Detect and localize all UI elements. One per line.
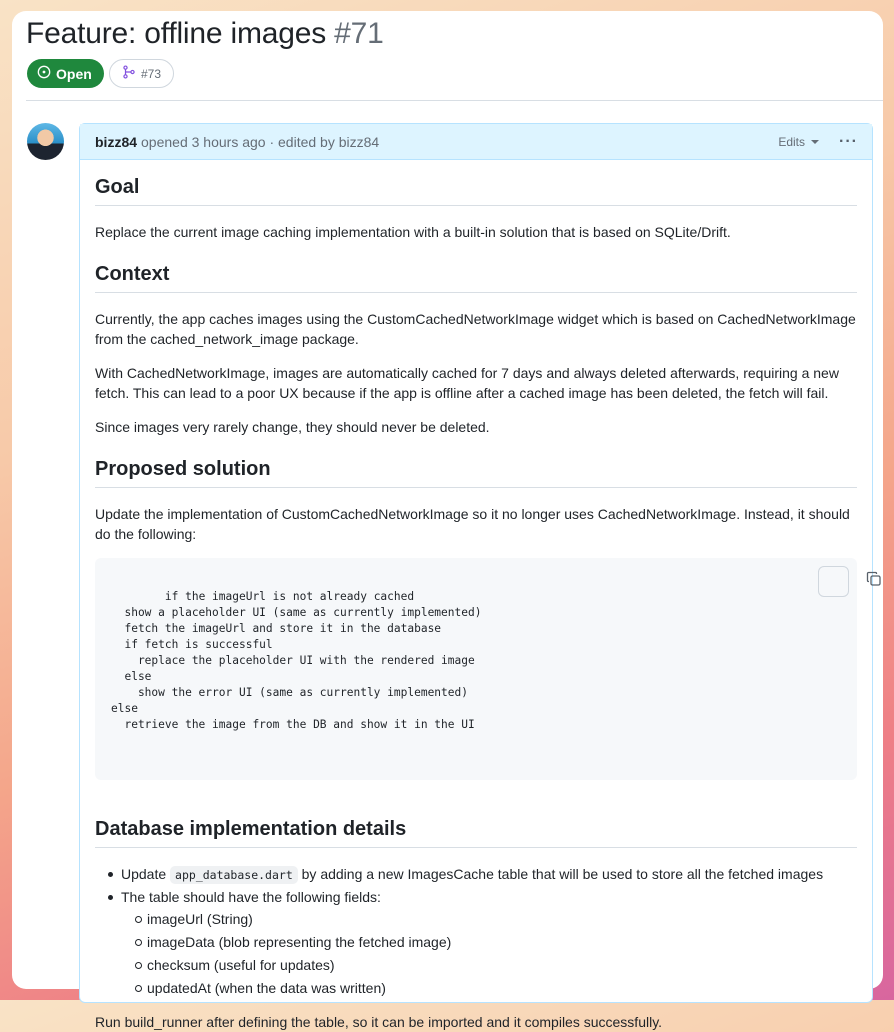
field-item: imageData (blob representing the fetched image) — [121, 932, 857, 952]
issue-card — [12, 11, 883, 1030]
field-item: updatedAt (when the data was written) — [121, 978, 857, 998]
status-badge — [27, 59, 104, 88]
code-content: if the imageUrl is not already cached show a placeholder UI (same as currently implemented) fetch the imageUrl and store it in the database if fetch is successful replace the placeholder UI with the rendered image else show the error UI (same as currently implemented) else retrieve the image from the DB and show it in the UI — [111, 590, 482, 731]
list-item — [95, 864, 857, 885]
context-heading: Context — [95, 262, 857, 293]
status-label: Open — [56, 65, 92, 82]
field-item: checksum (useful for updates) — [121, 955, 857, 975]
bullet1-prefix: Update — [121, 866, 167, 882]
fields-list — [121, 909, 857, 998]
copy-button[interactable] — [818, 566, 849, 597]
db-list — [95, 864, 857, 998]
caret-down-icon — [811, 135, 819, 149]
goal-heading: Goal — [95, 175, 857, 206]
inline-code: app_database.dart — [170, 866, 298, 884]
field-item: imageUrl (String) — [121, 909, 857, 929]
edits-label: Edits — [778, 134, 806, 149]
linked-pr-number: #73 — [141, 66, 162, 81]
goal-text: Replace the current image caching implementation with a built-in solution that is based on SQLite/Drift. — [95, 224, 731, 240]
issue-number: #71 — [334, 17, 384, 50]
header-divider — [26, 100, 883, 101]
db-heading: Database implementation details — [95, 817, 857, 848]
bullet1-suffix: by adding a new ImagesCache table that will be used to store all the fetched images — [301, 866, 824, 882]
kebab-menu-icon[interactable]: ··· — [839, 132, 858, 150]
bullet2-text: The table should have the following fields: — [121, 889, 381, 905]
comment-author[interactable]: bizz84 — [95, 133, 138, 150]
comment-header — [80, 124, 872, 160]
branch-icon — [122, 65, 136, 82]
context-paragraph-1: Currently, the app caches images using the CustomCachedNetworkImage widget which is based on CachedNetworkImage from the cached_network_image package. — [95, 311, 856, 347]
copy-icon — [785, 555, 882, 608]
issue-title-text: Feature: offline images — [26, 17, 327, 50]
comment-meta: opened 3 hours ago · edited by bizz84 — [141, 133, 380, 150]
list-item — [95, 887, 857, 998]
linked-pr-badge[interactable] — [109, 59, 174, 88]
code-block — [95, 558, 857, 780]
edits-dropdown[interactable] — [778, 135, 819, 149]
context-paragraph-3: Since images very rarely change, they should never be deleted. — [95, 419, 490, 435]
comment-body — [80, 160, 872, 1032]
solution-heading: Proposed solution — [95, 457, 857, 488]
context-paragraph-2: With CachedNetworkImage, images are automatically cached for 7 days and always deleted afterwards, requiring a new fetch. This can lead to a poor UX because if the app is offline after a cached image has been deleted, the fetch will fail. — [95, 365, 839, 401]
issue-title — [26, 17, 384, 51]
issue-open-icon — [37, 65, 51, 82]
solution-text: Update the implementation of CustomCachedNetworkImage so it no longer uses CachedNetworkImage. Instead, it should do the following: — [95, 506, 850, 542]
footer-text: Run build_runner after defining the table, so it can be imported and it compiles successfully. — [95, 1014, 663, 1030]
avatar[interactable] — [27, 123, 64, 160]
issue-comment — [79, 123, 873, 1030]
